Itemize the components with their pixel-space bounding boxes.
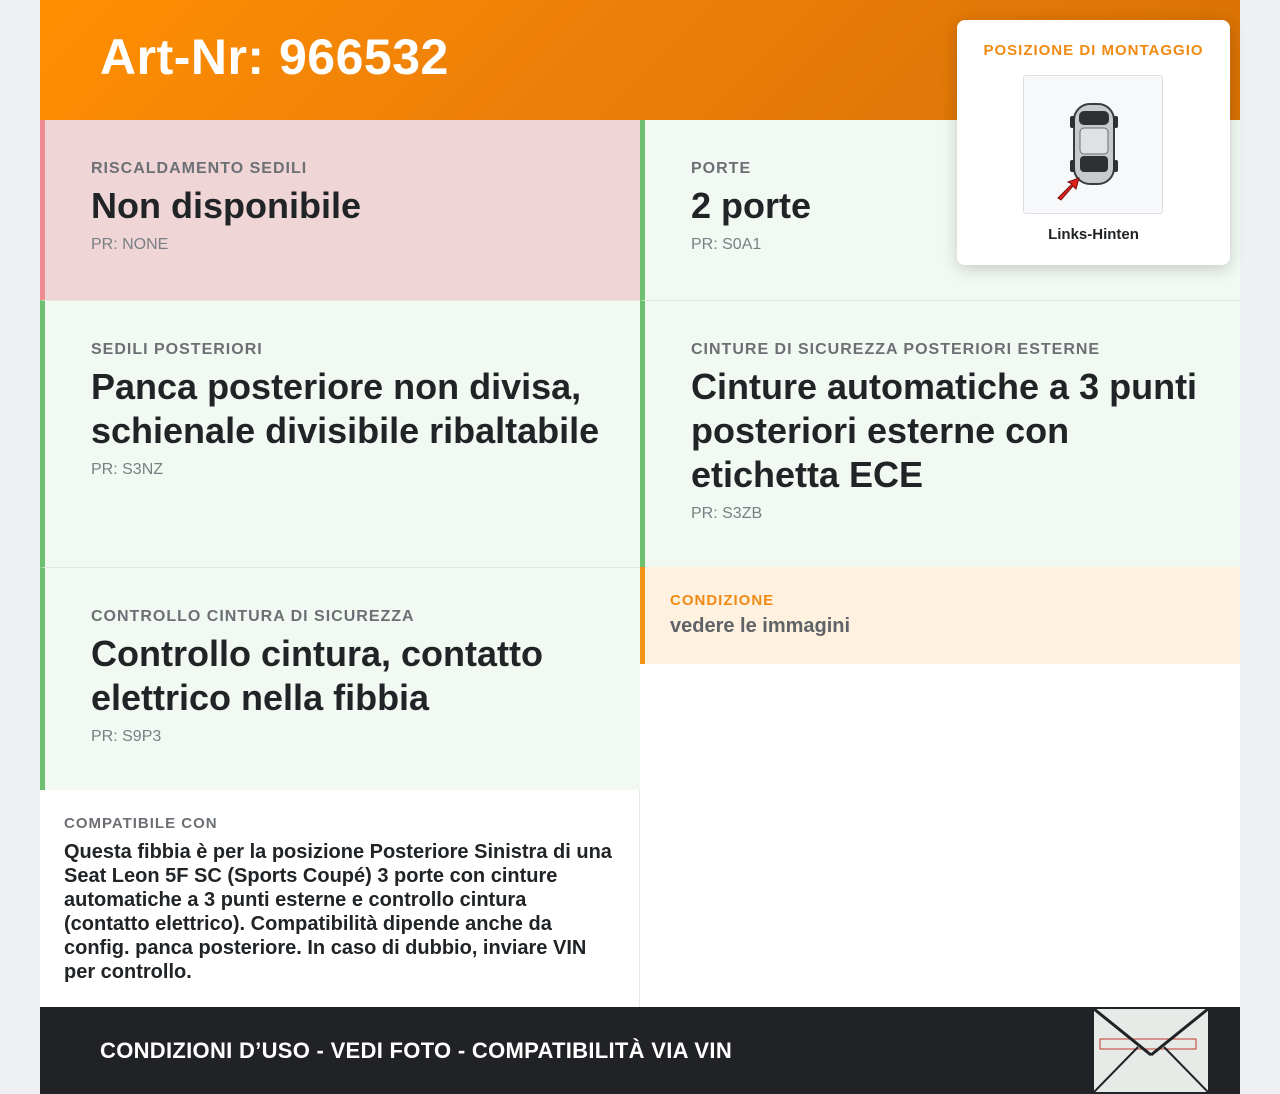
product-sheet (40, 0, 1240, 1094)
spec-cell-rear-belts (640, 300, 1240, 567)
footer-text: CONDIZIONI D’USO - VEDI FOTO - COMPATIBILITÀ VIA VIN (100, 1038, 733, 1063)
condition-label: CONDIZIONE (670, 592, 775, 609)
condition-box (640, 567, 1240, 664)
condition-value: vedere le immagini (670, 615, 851, 637)
spec-pr-code: PR: NONE (91, 236, 169, 253)
spec-label: RISCALDAMENTO SEDILI (91, 160, 308, 177)
footer-bar (40, 1007, 1240, 1094)
envelope-icon (1092, 1007, 1210, 1094)
spec-cell-belt-control (40, 567, 640, 790)
spec-label: PORTE (691, 160, 752, 177)
spec-pr-code: PR: S9P3 (91, 728, 162, 745)
spec-cell-seat-heating (40, 120, 640, 300)
spec-cell-rear-seats (40, 300, 640, 567)
spec-label: SEDILI POSTERIORI (91, 341, 263, 358)
mounting-position-card (957, 20, 1230, 265)
spec-pr-code: PR: S3NZ (91, 461, 164, 478)
spec-pr-code: PR: S0A1 (691, 236, 762, 253)
compatibility-text: Questa fibbia è per la posizione Posteriore Sinistra di una Seat Leon 5F SC (Sports Coupé) 3 porte con cinture automatiche a 3 punti esterne e controllo cintura (contatto elettrico). Compatibilità dipende anche da config. panca posteriore. In caso di dubbio, inviare VIN per controllo. (64, 841, 612, 983)
mounting-position-value: Links-Hinten (1048, 226, 1139, 243)
compatibility-label: COMPATIBILE CON (64, 815, 218, 832)
spec-value: Controllo cintura, contatto elettrico nella fibbia (91, 633, 543, 718)
spec-value: Non disponibile (91, 185, 361, 226)
spec-value: Cinture automatiche a 3 punti posteriori esterne con etichetta ECE (691, 366, 1198, 495)
mounting-position-title: POSIZIONE DI MONTAGGIO (983, 42, 1204, 59)
compatibility-section (40, 790, 640, 1007)
car-top-view-icon (1023, 75, 1163, 214)
spec-label: CONTROLLO CINTURA DI SICUREZZA (91, 608, 415, 625)
spec-value: Panca posteriore non divisa, schienale divisibile ribaltabile (91, 366, 600, 451)
spec-pr-code: PR: S3ZB (691, 505, 763, 522)
article-number: Art-Nr: 966532 (100, 29, 449, 85)
spec-label: CINTURE DI SICUREZZA POSTERIORI ESTERNE (691, 341, 1101, 358)
spec-value: 2 porte (691, 185, 812, 226)
